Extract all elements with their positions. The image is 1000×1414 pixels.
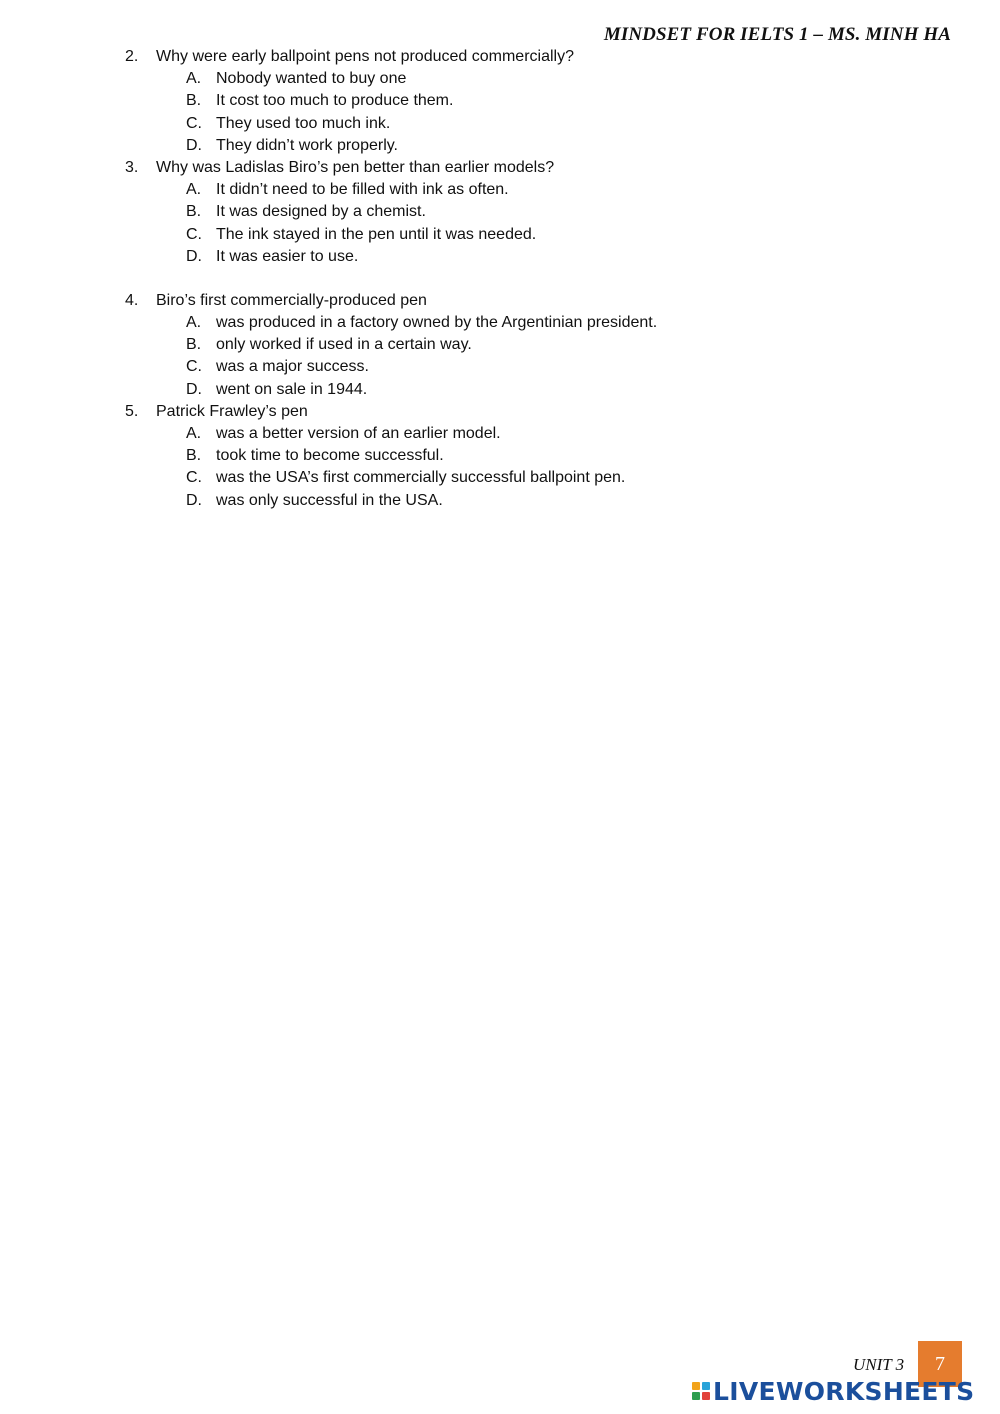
question-number: 2. xyxy=(125,48,139,65)
option-letter: A. xyxy=(186,70,202,88)
question-text: Patrick Frawley’s pen xyxy=(156,402,308,420)
option-b[interactable] xyxy=(0,445,1000,467)
question-line xyxy=(0,46,1000,68)
option-letter: D. xyxy=(186,136,202,154)
option-a[interactable] xyxy=(0,179,1000,201)
option-letter: A. xyxy=(186,425,202,442)
question-4 xyxy=(0,290,1000,401)
option-letter: A. xyxy=(186,181,202,199)
option-d[interactable] xyxy=(0,379,1000,401)
option-text: It was easier to use. xyxy=(216,247,359,265)
option-text: They used too much ink. xyxy=(216,114,391,132)
option-letter: B. xyxy=(186,92,202,110)
question-number: 3. xyxy=(125,158,139,176)
option-text: was produced in a factory owned by the Argentinian president. xyxy=(216,314,658,332)
mark-square-icon xyxy=(702,1392,710,1400)
option-text: went on sale in 1944. xyxy=(216,380,368,398)
question-2 xyxy=(0,46,1000,157)
footer-unit-label: UNIT 3 xyxy=(853,1355,905,1374)
header-title: MINDSET FOR IELTS 1 – MS. MINH HA xyxy=(603,24,951,45)
page-number-badge: 7 xyxy=(918,1341,962,1387)
option-letter: B. xyxy=(186,203,202,221)
question-3 xyxy=(0,157,1000,268)
option-b[interactable] xyxy=(0,201,1000,223)
option-d[interactable] xyxy=(0,246,1000,268)
question-number: 4. xyxy=(125,291,139,309)
option-letter: C. xyxy=(186,114,202,132)
option-text: was the USA’s first commercially successful ballpoint pen. xyxy=(216,469,626,487)
option-text: It cost too much to produce them. xyxy=(216,92,454,110)
option-text: was a better version of an earlier model. xyxy=(216,425,501,442)
brand-text: LIVEWORKSHEETS xyxy=(713,1376,975,1406)
mark-square-icon xyxy=(692,1382,700,1390)
liveworksheets-mark-icon xyxy=(692,1382,710,1400)
option-text: was only successful in the USA. xyxy=(216,491,443,509)
option-letter: D. xyxy=(186,491,202,509)
option-letter: D. xyxy=(186,247,202,265)
option-text: was a major success. xyxy=(216,358,369,376)
option-c[interactable] xyxy=(0,356,1000,378)
question-line xyxy=(0,290,1000,312)
question-text: Why were early ballpoint pens not produced commercially? xyxy=(156,48,574,65)
option-letter: C. xyxy=(186,358,202,376)
option-text: It didn’t need to be filled with ink as often. xyxy=(216,181,509,199)
option-letter: B. xyxy=(186,336,202,354)
option-a[interactable] xyxy=(0,68,1000,90)
option-text: only worked if used in a certain way. xyxy=(216,336,472,354)
option-a[interactable] xyxy=(0,312,1000,334)
option-text: It was designed by a chemist. xyxy=(216,203,426,221)
option-b[interactable] xyxy=(0,90,1000,112)
mark-square-icon xyxy=(702,1382,710,1390)
option-text: Nobody wanted to buy one xyxy=(216,70,407,88)
option-a[interactable] xyxy=(0,423,1000,445)
option-letter: D. xyxy=(186,380,202,398)
question-text: Why was Ladislas Biro’s pen better than earlier models? xyxy=(156,158,555,176)
question-line xyxy=(0,157,1000,179)
option-d[interactable] xyxy=(0,135,1000,157)
option-letter: B. xyxy=(186,447,202,465)
option-text: took time to become successful. xyxy=(216,447,444,465)
question-text: Biro’s first commercially-produced pen xyxy=(156,291,427,309)
option-c[interactable] xyxy=(0,224,1000,246)
option-c[interactable] xyxy=(0,113,1000,135)
option-text: They didn’t work properly. xyxy=(216,136,398,154)
question-5 xyxy=(0,401,1000,512)
option-text: The ink stayed in the pen until it was needed. xyxy=(216,225,537,243)
liveworksheets-logo[interactable] xyxy=(692,1374,974,1408)
question-number: 5. xyxy=(125,402,139,420)
question-line xyxy=(0,401,1000,423)
option-letter: A. xyxy=(186,314,202,332)
mark-square-icon xyxy=(692,1392,700,1400)
option-c[interactable] xyxy=(0,467,1000,489)
option-letter: C. xyxy=(186,469,202,487)
option-d[interactable] xyxy=(0,490,1000,512)
question-list xyxy=(0,46,1000,512)
option-letter: C. xyxy=(186,225,202,243)
option-b[interactable] xyxy=(0,334,1000,356)
